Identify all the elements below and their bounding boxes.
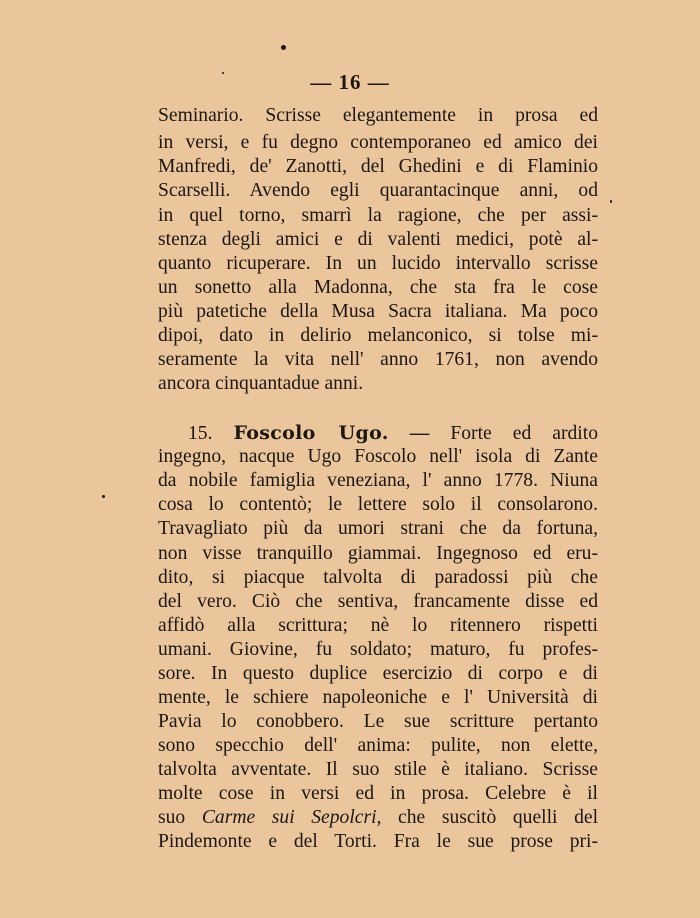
text-line: affidò alla scrittura; nè lo ritennero rispetti [158, 615, 598, 636]
work-title: Carme sui Sepolcri, [201, 807, 382, 828]
text-line: in versi, e fu degno contemporaneo ed amico dei [158, 132, 598, 153]
ink-speck [102, 495, 105, 498]
text-line: Travagliato più da umori strani che da fortuna, [158, 518, 598, 539]
entry-dash: — [409, 423, 430, 444]
text-line: mente, le schiere napoleoniche e l' Università di [158, 687, 598, 708]
ink-speck [281, 45, 286, 50]
ink-speck [610, 200, 612, 203]
text-line: umani. Giovine, fu soldato; maturo, fu profes- [158, 639, 598, 660]
text-fragment: suo [158, 807, 186, 828]
entry-heading-line [188, 421, 598, 446]
text-fragment: che suscitò quelli del [398, 807, 599, 828]
text-line: quanto ricuperare. In un lucido intervallo scrisse [158, 253, 598, 274]
text-line: ancora cinquantadue anni. [158, 373, 364, 394]
text-line: non visse tranquillo giammai. Ingegnoso ed eru- [158, 543, 598, 564]
text-line: sore. In questo duplice esercizio di corpo e di [158, 663, 598, 684]
text-line: Scarselli. Avendo egli quarantacinque anni, od [158, 180, 598, 201]
text-line: ingegno, nacque Ugo Foscolo nell' isola di Zante [158, 446, 598, 467]
text-line: Pindemonte e del Torti. Fra le sue prose pri- [158, 831, 598, 852]
text-line: Seminario. Scrisse elegantemente in prosa ed [158, 105, 598, 126]
entry-number: 15. [188, 423, 213, 444]
text-line: talvolta avventate. Il suo stile è italiano. Scrisse [158, 759, 598, 780]
text-line: sono specchio dell' anima: pulite, non elette, [158, 735, 598, 756]
text-line: seramente la vita nell' anno 1761, non avendo [158, 349, 598, 370]
text-line: Pavia lo conobbero. Le sue scritture pertanto [158, 711, 598, 732]
text-line: in quel torno, smarrì la ragione, che per assi- [158, 205, 598, 226]
entry-first-line: Forte ed ardito [450, 423, 598, 444]
text-line: stenza degli amici e di valenti medici, potè al- [158, 229, 598, 250]
text-line: dito, si piacque talvolta di paradossi più che [158, 567, 598, 588]
text-line: del vero. Ciò che sentiva, francamente disse ed [158, 591, 598, 612]
text-line: un sonetto alla Madonna, che sta fra le cose [158, 277, 598, 298]
page-number: — 16 — [310, 70, 390, 94]
text-line: da nobile famiglia veneziana, l' anno 1778. Niuna [158, 470, 598, 491]
text-line: cosa lo contentò; le lettere solo il consolarono. [158, 494, 598, 515]
text-line: più patetiche della Musa Sacra italiana. Ma poco [158, 301, 598, 322]
text-line: dipoi, dato in delirio melanconico, si tolse mi- [158, 325, 598, 346]
entry-name: Foscolo Ugo. [233, 422, 389, 444]
text-line: Manfredi, de' Zanotti, del Ghedini e di Flaminio [158, 156, 598, 177]
text-line: molte cose in versi ed in prosa. Celebre è il [158, 783, 598, 804]
text-line-carme [158, 806, 598, 830]
